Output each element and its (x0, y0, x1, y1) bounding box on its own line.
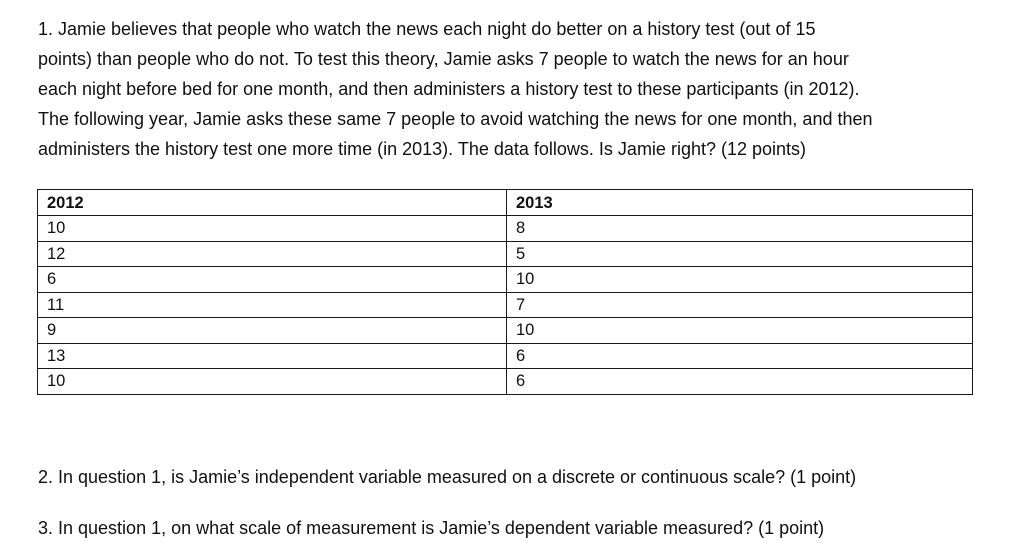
cell-2013: 6 (507, 343, 973, 369)
cell-2013: 6 (507, 369, 973, 395)
cell-2012: 11 (38, 292, 507, 318)
question-1-line: administers the history test one more time (in 2013). The data follows. Is Jamie right? (12 points) (38, 139, 807, 159)
scores-table (37, 189, 973, 395)
cell-2012: 6 (38, 267, 507, 293)
question-3-text: 3. In question 1, on what scale of measurement is Jamie’s dependent variable measured? (1 point) (38, 518, 825, 538)
question-1-line: points) than people who do not. To test this theory, Jamie asks 7 people to watch the news for an hour (38, 49, 849, 69)
table-row (38, 343, 973, 369)
column-header-2012: 2012 (38, 190, 507, 216)
cell-2012: 9 (38, 318, 507, 344)
cell-2012: 12 (38, 241, 507, 267)
column-header-2013: 2013 (507, 190, 973, 216)
question-1-line: The following year, Jamie asks these same 7 people to avoid watching the news for one month, and then (38, 109, 873, 129)
table-row (38, 318, 973, 344)
cell-2013: 10 (507, 318, 973, 344)
cell-2013: 7 (507, 292, 973, 318)
question-2-text: 2. In question 1, is Jamie’s independent variable measured on a discrete or continuous scale? (1 point) (38, 467, 857, 487)
cell-2012: 10 (38, 369, 507, 395)
cell-2013: 8 (507, 216, 973, 242)
table-row (38, 267, 973, 293)
cell-2012: 10 (38, 216, 507, 242)
cell-2013: 5 (507, 241, 973, 267)
table-header-row (38, 190, 973, 216)
question-1-text (38, 14, 988, 164)
table-row (38, 216, 973, 242)
cell-2012: 13 (38, 343, 507, 369)
table-row (38, 292, 973, 318)
cell-2013: 10 (507, 267, 973, 293)
table-row (38, 241, 973, 267)
table-row (38, 369, 973, 395)
question-1-line: 1. Jamie believes that people who watch the news each night do better on a history test (out of 15 (38, 19, 816, 39)
question-1-line: each night before bed for one month, and then administers a history test to these participants (in 2012). (38, 79, 860, 99)
